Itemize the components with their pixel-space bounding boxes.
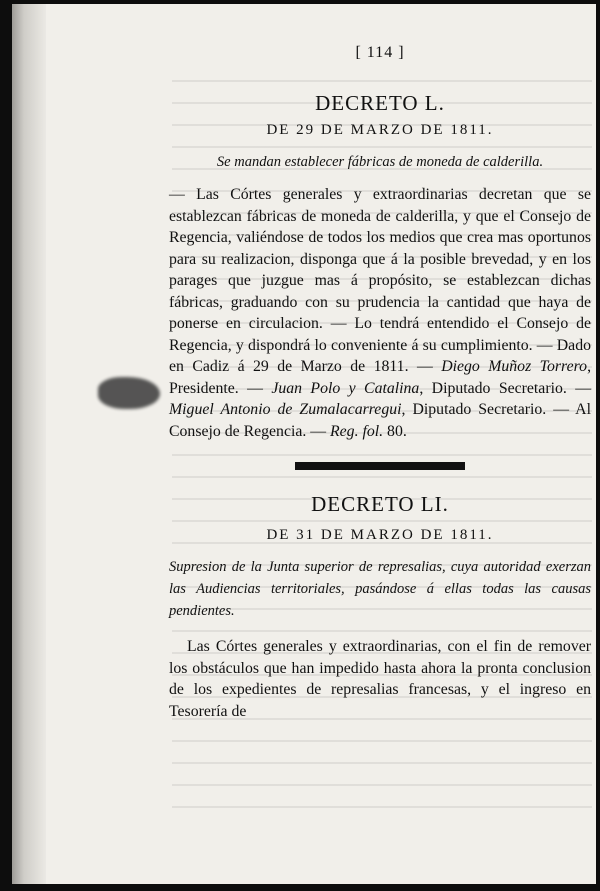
section-divider-rule bbox=[295, 462, 465, 470]
decree-50-title: DECRETO L. bbox=[315, 91, 445, 115]
decree-51-date: DE 31 DE MARZO DE 1811. bbox=[266, 527, 494, 543]
page-number: [ 114 ] bbox=[355, 44, 405, 61]
signer-1-role: , Presidente. — bbox=[169, 358, 592, 397]
decree-50-summary: Se mandan establecer fábricas de moneda de calderilla. bbox=[216, 154, 544, 170]
text-block bbox=[169, 44, 591, 722]
signer-1-name: Diego Muñoz Torrero bbox=[441, 358, 588, 375]
signer-2-role: , Diputado Secretario. — bbox=[419, 379, 591, 397]
decree-51-body: Las Córtes generales y extraordinarias, con el fin de remover los obstáculos que han impedido hasta ahora la pronta conclusion de los expedientes de represalias francesas, y el ingreso en Tesorería de bbox=[169, 638, 591, 720]
decree-50-date: DE 29 DE MARZO DE 1811. bbox=[266, 122, 494, 138]
signer-3-role: , Diputado Secretario. — Al Consejo de Regencia. — bbox=[169, 401, 591, 440]
decree-51-title: DECRETO LI. bbox=[311, 492, 449, 516]
register-folio-number: 80. bbox=[383, 422, 407, 440]
register-folio-label: Reg. fol. bbox=[330, 422, 384, 440]
ink-smudge bbox=[98, 377, 160, 409]
signer-2-name: Juan Polo y Catalina bbox=[271, 379, 420, 397]
decree-51-summary: Supresion de la Junta superior de represalias, cuya autoridad exerzan las Audiencias territoriales, pasándose á ellas todas las causas pendientes. bbox=[169, 559, 591, 619]
decree-50-body-lead: — Las Córtes generales y extraordinarias decretan que se establezcan fábricas de moneda de calderilla, y que el Consejo de Regencia, valiéndose de todos los medios que crea mas oportunos para su realizacion, disponga que á la posible brevedad, y en los parages que juzgue mas á propósito, se establezcan dichas fábricas, graduando con su prudencia la cantidad que haya de ponerse en circulacion. — Lo tendrá entendido el Consejo de Regencia, y dispondrá lo conveniente á su cumplimiento. — Dado en Cadiz á 29 de Marzo de 1811. — bbox=[169, 186, 591, 375]
decree-50-body bbox=[169, 184, 591, 442]
book-gutter-shadow bbox=[12, 4, 46, 884]
signer-3-name: Miguel Antonio de Zumalacarregui bbox=[169, 401, 402, 418]
scanned-page bbox=[12, 4, 596, 884]
